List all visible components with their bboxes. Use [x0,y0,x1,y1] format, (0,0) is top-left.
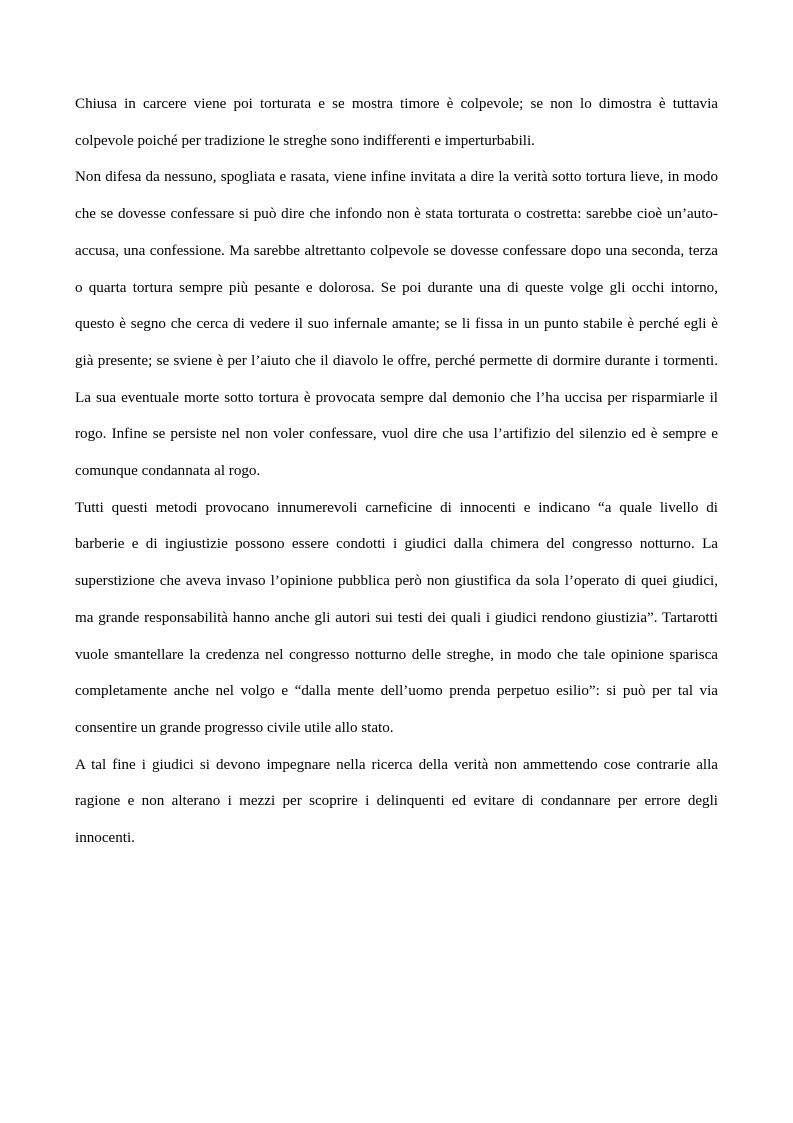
paragraph-2: Non difesa da nessuno, spogliata e rasata, viene infine invitata a dire la verità sotto tortura lieve, in modo che se dovesse confessare si può dire che infondo non è stata torturata o costretta: sarebbe cioè un’auto-accusa, una confessione. Ma sarebbe altrettanto colpevole se dovesse confessare dopo una seconda, terza o quarta tortura sempre più pesante e dolorosa. Se poi durante una di queste volge gli occhi intorno, questo è segno che cerca di vedere il suo infernale amante; se li fissa in un punto stabile è perché egli è già presente; se sviene è per l’aiuto che il diavolo le offre, perché permette di dormire durante i tormenti. La sua eventuale morte sotto tortura è provocata sempre dal demonio che l’ha uccisa per risparmiarle il rogo. Infine se persiste nel non voler confessare, vuol dire che usa l’artifizio del silenzio ed è sempre e comunque condannata al rogo. [75,169,718,480]
body-text [75,86,718,857]
paragraph-4: A tal fine i giudici si devono impegnare nella ricerca della verità non ammettendo cose contrarie alla ragione e non alterano i mezzi per scoprire i delinquenti ed evitare di condannare per errore degli innocenti. [75,756,718,847]
paragraph-3: Tutti questi metodi provocano innumerevoli carneficine di innocenti e indicano “a quale livello di barberie e di ingiustizie possono essere condotti i giudici dalla chimera del congresso notturno. La superstizione che aveva invaso l’opinione pubblica però non giustifica da sola l’operato di quei giudici, ma grande responsabilità hanno anche gli autori sui testi dei quali i giudici rendono giustizia”. Tartarotti vuole smantellare la credenza nel congresso notturno delle streghe, in modo che tale opinione sparisca completamente anche nel volgo e “dalla mente dell’uomo prenda perpetuo esilio”: si può per tal via consentire un grande progresso civile utile allo stato. [75,499,718,736]
paragraph-1: Chiusa in carcere viene poi torturata e se mostra timore è colpevole; se non lo dimostra è tuttavia colpevole poiché per tradizione le streghe sono indifferenti e imperturbabili. [75,96,718,149]
